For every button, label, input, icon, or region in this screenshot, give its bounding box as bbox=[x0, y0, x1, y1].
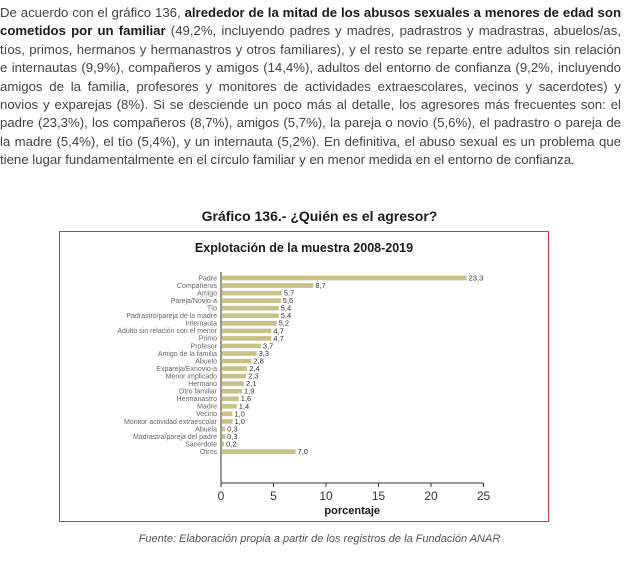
category-label: Amigo bbox=[197, 290, 217, 298]
value-label: 0,3 bbox=[227, 424, 238, 434]
paragraph-rest: (49,2%, incluyendo padres y madres, padrastros y madrastras, abuelos/as, tíos, primos, hermanos y hermanastros y otros familiares), y el resto se reparte entre adultos sin relación e internautas (9,9%), compañeros y amigos (14,4%), adultos del entorno de confianza (9,2%, incluyendo amigos de la familia, profesores y monitores de actividades extraescolares, vecinos y sacerdotes) y novios y exparejas (8%). Si se desciende un poco más al detalle, los agresores más frecuentes son: el padre (23,3%), los compañeros (8,7%), amigos (5,7%), la pareja o novio (5,6%), el padrastro o pareja de la madre (5,4%), el tío (5,4%), y un internauta (5,2%). En definitiva, el abuso sexual es un problema que tiene lugar fundamentalmente en el círculo familiar y en menor medida en el entorno de confianza. bbox=[0, 23, 621, 168]
bar bbox=[222, 321, 277, 326]
bar bbox=[222, 419, 233, 424]
bar bbox=[222, 404, 237, 409]
bar bbox=[222, 381, 244, 386]
value-label: 0,2 bbox=[226, 439, 237, 449]
category-label: Menor implicado bbox=[165, 373, 217, 381]
value-label: 1,0 bbox=[234, 416, 245, 426]
paragraph-intro: De acuerdo con el gráfico 136, bbox=[0, 5, 185, 20]
value-label: 5,4 bbox=[280, 303, 292, 313]
paragraph-bold: alrededor de la mitad de los abusos sexuales a menores de edad son cometidos por un familiar bbox=[0, 5, 621, 39]
bar bbox=[222, 434, 225, 439]
bar bbox=[222, 397, 239, 402]
x-tick-label: 20 bbox=[424, 489, 438, 503]
value-label: 5,4 bbox=[280, 311, 292, 321]
value-label: 4,7 bbox=[273, 333, 284, 343]
bar bbox=[222, 313, 279, 318]
value-label: 5,6 bbox=[282, 296, 294, 306]
value-label: 2,8 bbox=[253, 356, 264, 366]
chart-subtitle: Explotación de la muestra 2008-2019 bbox=[194, 241, 414, 255]
value-label: 0,3 bbox=[227, 431, 238, 441]
value-label: 23,3 bbox=[468, 273, 484, 283]
bar bbox=[222, 283, 313, 288]
category-label: Tío bbox=[206, 305, 217, 313]
category-label: Otros bbox=[199, 448, 217, 456]
value-label: 1,4 bbox=[238, 401, 250, 411]
value-label: 2,4 bbox=[249, 364, 260, 373]
category-label: Hermano bbox=[188, 381, 217, 388]
bar bbox=[222, 306, 279, 311]
category-label: Profesor bbox=[190, 343, 217, 351]
value-label: 5,7 bbox=[283, 288, 295, 298]
value-label: 4,7 bbox=[273, 326, 284, 336]
source-note: Fuente: Elaboración propia a partir de los registros de la Fundación ANAR bbox=[138, 533, 501, 545]
category-label: Monitor actividad extraescolar bbox=[124, 418, 217, 426]
value-label: 5,2 bbox=[278, 318, 290, 328]
bar bbox=[222, 412, 233, 417]
bar bbox=[222, 351, 257, 356]
x-tick-label: 0 bbox=[217, 489, 225, 503]
x-tick-label: 10 bbox=[319, 489, 333, 503]
value-label: 2,1 bbox=[246, 379, 257, 389]
category-label: Abuelo bbox=[195, 358, 217, 366]
category-label: Otro familiar bbox=[178, 388, 217, 396]
category-label: Abuela bbox=[195, 426, 217, 434]
category-label: Compañeros bbox=[176, 282, 217, 290]
category-label: Amigo de la familia bbox=[157, 350, 217, 358]
bar bbox=[222, 366, 247, 371]
category-label: Vecino bbox=[195, 411, 217, 419]
category-label: Hermanastro bbox=[176, 396, 217, 404]
bar bbox=[222, 291, 282, 296]
value-label: 3,7 bbox=[262, 341, 274, 351]
bar bbox=[222, 442, 224, 447]
category-label: Primo bbox=[198, 335, 217, 343]
x-tick-label: 15 bbox=[371, 489, 386, 503]
bar bbox=[222, 374, 246, 379]
bar bbox=[222, 449, 296, 454]
chart-title: Gráfico 136.- ¿Quién es el agresor? bbox=[201, 208, 438, 224]
value-label: 7,0 bbox=[297, 447, 308, 457]
bar bbox=[222, 298, 281, 303]
bar bbox=[222, 276, 467, 281]
category-label: Padrastro/pareja de la madre bbox=[126, 313, 217, 321]
x-tick-label: 5 bbox=[270, 489, 277, 503]
x-tick-label: 25 bbox=[476, 489, 491, 503]
x-axis-title: porcentaje bbox=[324, 505, 381, 517]
value-label: 1,9 bbox=[243, 386, 255, 396]
value-label: 8,7 bbox=[315, 280, 326, 290]
bar bbox=[222, 427, 225, 432]
bar bbox=[222, 389, 242, 394]
bar bbox=[222, 344, 261, 349]
category-label: Internauta bbox=[185, 320, 217, 328]
category-label: Padre bbox=[198, 275, 217, 283]
value-label: 1,0 bbox=[234, 409, 245, 419]
category-label: Expareja/Exnovio-a bbox=[156, 365, 217, 373]
value-label: 2,3 bbox=[248, 371, 259, 381]
bar bbox=[222, 359, 251, 364]
value-label: 3,3 bbox=[258, 348, 270, 358]
bar bbox=[222, 329, 271, 334]
value-label: 1,6 bbox=[240, 394, 252, 404]
category-label: Madre bbox=[197, 403, 217, 411]
category-label: Adulto sin relación con el menor bbox=[117, 328, 217, 336]
category-label: Sacerdote bbox=[185, 441, 217, 449]
category-label: Madrastra/pareja del padre bbox=[132, 433, 217, 441]
bar bbox=[222, 336, 271, 341]
category-label: Pareja/Novio-a bbox=[170, 297, 217, 305]
